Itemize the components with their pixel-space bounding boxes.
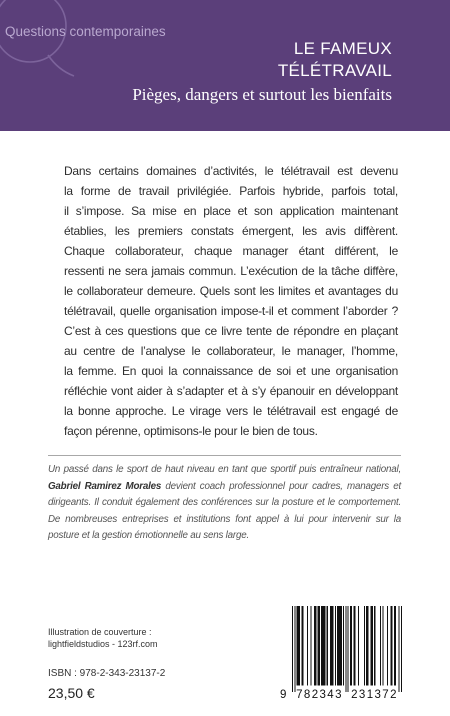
illustration-label: Illustration de couverture :: [48, 627, 152, 637]
blurb-line: ressenti ne sera jamais commun. L’exécution de la tâche diffère,: [64, 264, 398, 278]
bio-line: [48, 479, 401, 496]
barcode-bar: [307, 606, 308, 685]
price: 23,50 €: [48, 685, 95, 701]
barcode-bar: [301, 606, 303, 685]
bio-line: posture et la gestion émotionnelle au sens large.: [48, 530, 249, 541]
isbn: ISBN : 978-2-343-23137-2: [48, 668, 166, 679]
blurb-line: Chaque collaborateur, chaque manager étant différent, le: [64, 244, 398, 258]
barcode-digits-left: 782343: [296, 689, 343, 701]
book-title-line-2: TÉLÉTRAVAIL: [277, 61, 392, 80]
barcode-digits-right: 231372: [351, 689, 398, 701]
illustration-source: lightfieldstudios - 123rf.com: [48, 639, 158, 649]
blurb-line: télétravail, quelle organisation impose-t-il et comment l’aborder ?: [64, 304, 398, 318]
q-logo-icon: [0, 0, 110, 100]
barcode-guard-bar: [294, 606, 295, 692]
barcode-bar: [374, 606, 375, 685]
book-subtitle: Pièges, dangers et surtout les bienfaits: [132, 85, 392, 104]
blurb-line: le collaborateur demeure. Quels sont les limites et avantages du: [64, 284, 398, 298]
blurb-line: établies, les premiers constats émergent, les avis diffèrent.: [64, 224, 398, 238]
barcode-digit-first: 9: [280, 689, 287, 701]
barcode-bar: [358, 606, 359, 685]
book-title: [278, 38, 392, 82]
isbn-barcode: [280, 606, 404, 706]
barcode-bar: [321, 606, 326, 685]
header-band: [0, 0, 450, 131]
blurb-line: la forme de travail privilégiée. Parfois hybride, parfois total,: [64, 184, 398, 198]
barcode-bar: [330, 606, 333, 685]
blurb-paragraph: [64, 161, 398, 441]
blurb-line: au centre de l’analyse le collaborateur, le manager, l’homme,: [64, 344, 398, 358]
bio-line: Un passé dans le sport de haut niveau en tant que sportif puis entraîneur national,: [48, 464, 401, 475]
illustration-credit: [48, 626, 158, 650]
barcode-guard-bar: [345, 606, 346, 692]
author-bio: [48, 462, 401, 545]
book-title-line-1: LE FAMEUX: [293, 39, 392, 58]
barcode-guard-bar: [348, 606, 349, 692]
blurb-line: il s’impose. Sa mise en place et son application maintenant: [64, 204, 398, 218]
barcode-bar: [350, 606, 352, 685]
series-name: Questions contemporaines: [5, 24, 166, 39]
barcode-guard-bar: [399, 606, 400, 692]
blurb-line: C’est à ces questions que ce livre tente de répondre en plaçant: [64, 324, 398, 338]
barcode-guard-bar: [292, 606, 293, 692]
blurb-line: la bonne approche. Le virage vers le télétravail est engagé de: [64, 404, 398, 418]
blurb-line: réfléchie vont aider à s’adapter et à s’y épanouir en développant: [64, 384, 398, 398]
bio-line: De nombreuses entreprises et institutions font appel à lui pour intervenir sur la: [48, 513, 401, 525]
blurb-line: Dans certains domaines d’activités, le télétravail est devenu: [64, 164, 398, 178]
barcode-guard-bar: [401, 606, 402, 692]
bio-line-rest: devient coach professionnel pour cadres, managers et: [165, 480, 401, 492]
barcode-bar: [353, 606, 355, 685]
barcode-bar: [327, 606, 328, 685]
blurb-line: façon pérenne, optimisons-le pour le bien de tous.: [64, 424, 318, 438]
barcode-bars: [292, 606, 402, 692]
barcode-bar: [343, 606, 344, 685]
blurb-line: la femme. En quoi la connaissance de soi et une organisation: [64, 364, 398, 378]
barcode-bar: [337, 606, 342, 685]
barcode-bar: [387, 606, 388, 685]
barcode-bar: [297, 606, 300, 685]
barcode-bar: [314, 606, 316, 685]
barcode-bar: [371, 606, 373, 685]
author-name: Gabriel Ramirez Morales: [48, 480, 162, 492]
bio-line: dirigeants. Il conduit également des conférences sur la posture et le comportement.: [48, 497, 401, 508]
barcode-bar: [366, 606, 368, 685]
barcode-bar: [317, 606, 319, 685]
barcode-bar: [382, 606, 383, 685]
separator-rule: [48, 455, 401, 456]
barcode-bar: [364, 606, 365, 685]
barcode-bar: [394, 606, 396, 685]
barcode-bar: [335, 606, 336, 685]
barcode-bar: [380, 606, 381, 685]
barcode-bar: [311, 606, 312, 685]
barcode-bar: [390, 606, 392, 685]
